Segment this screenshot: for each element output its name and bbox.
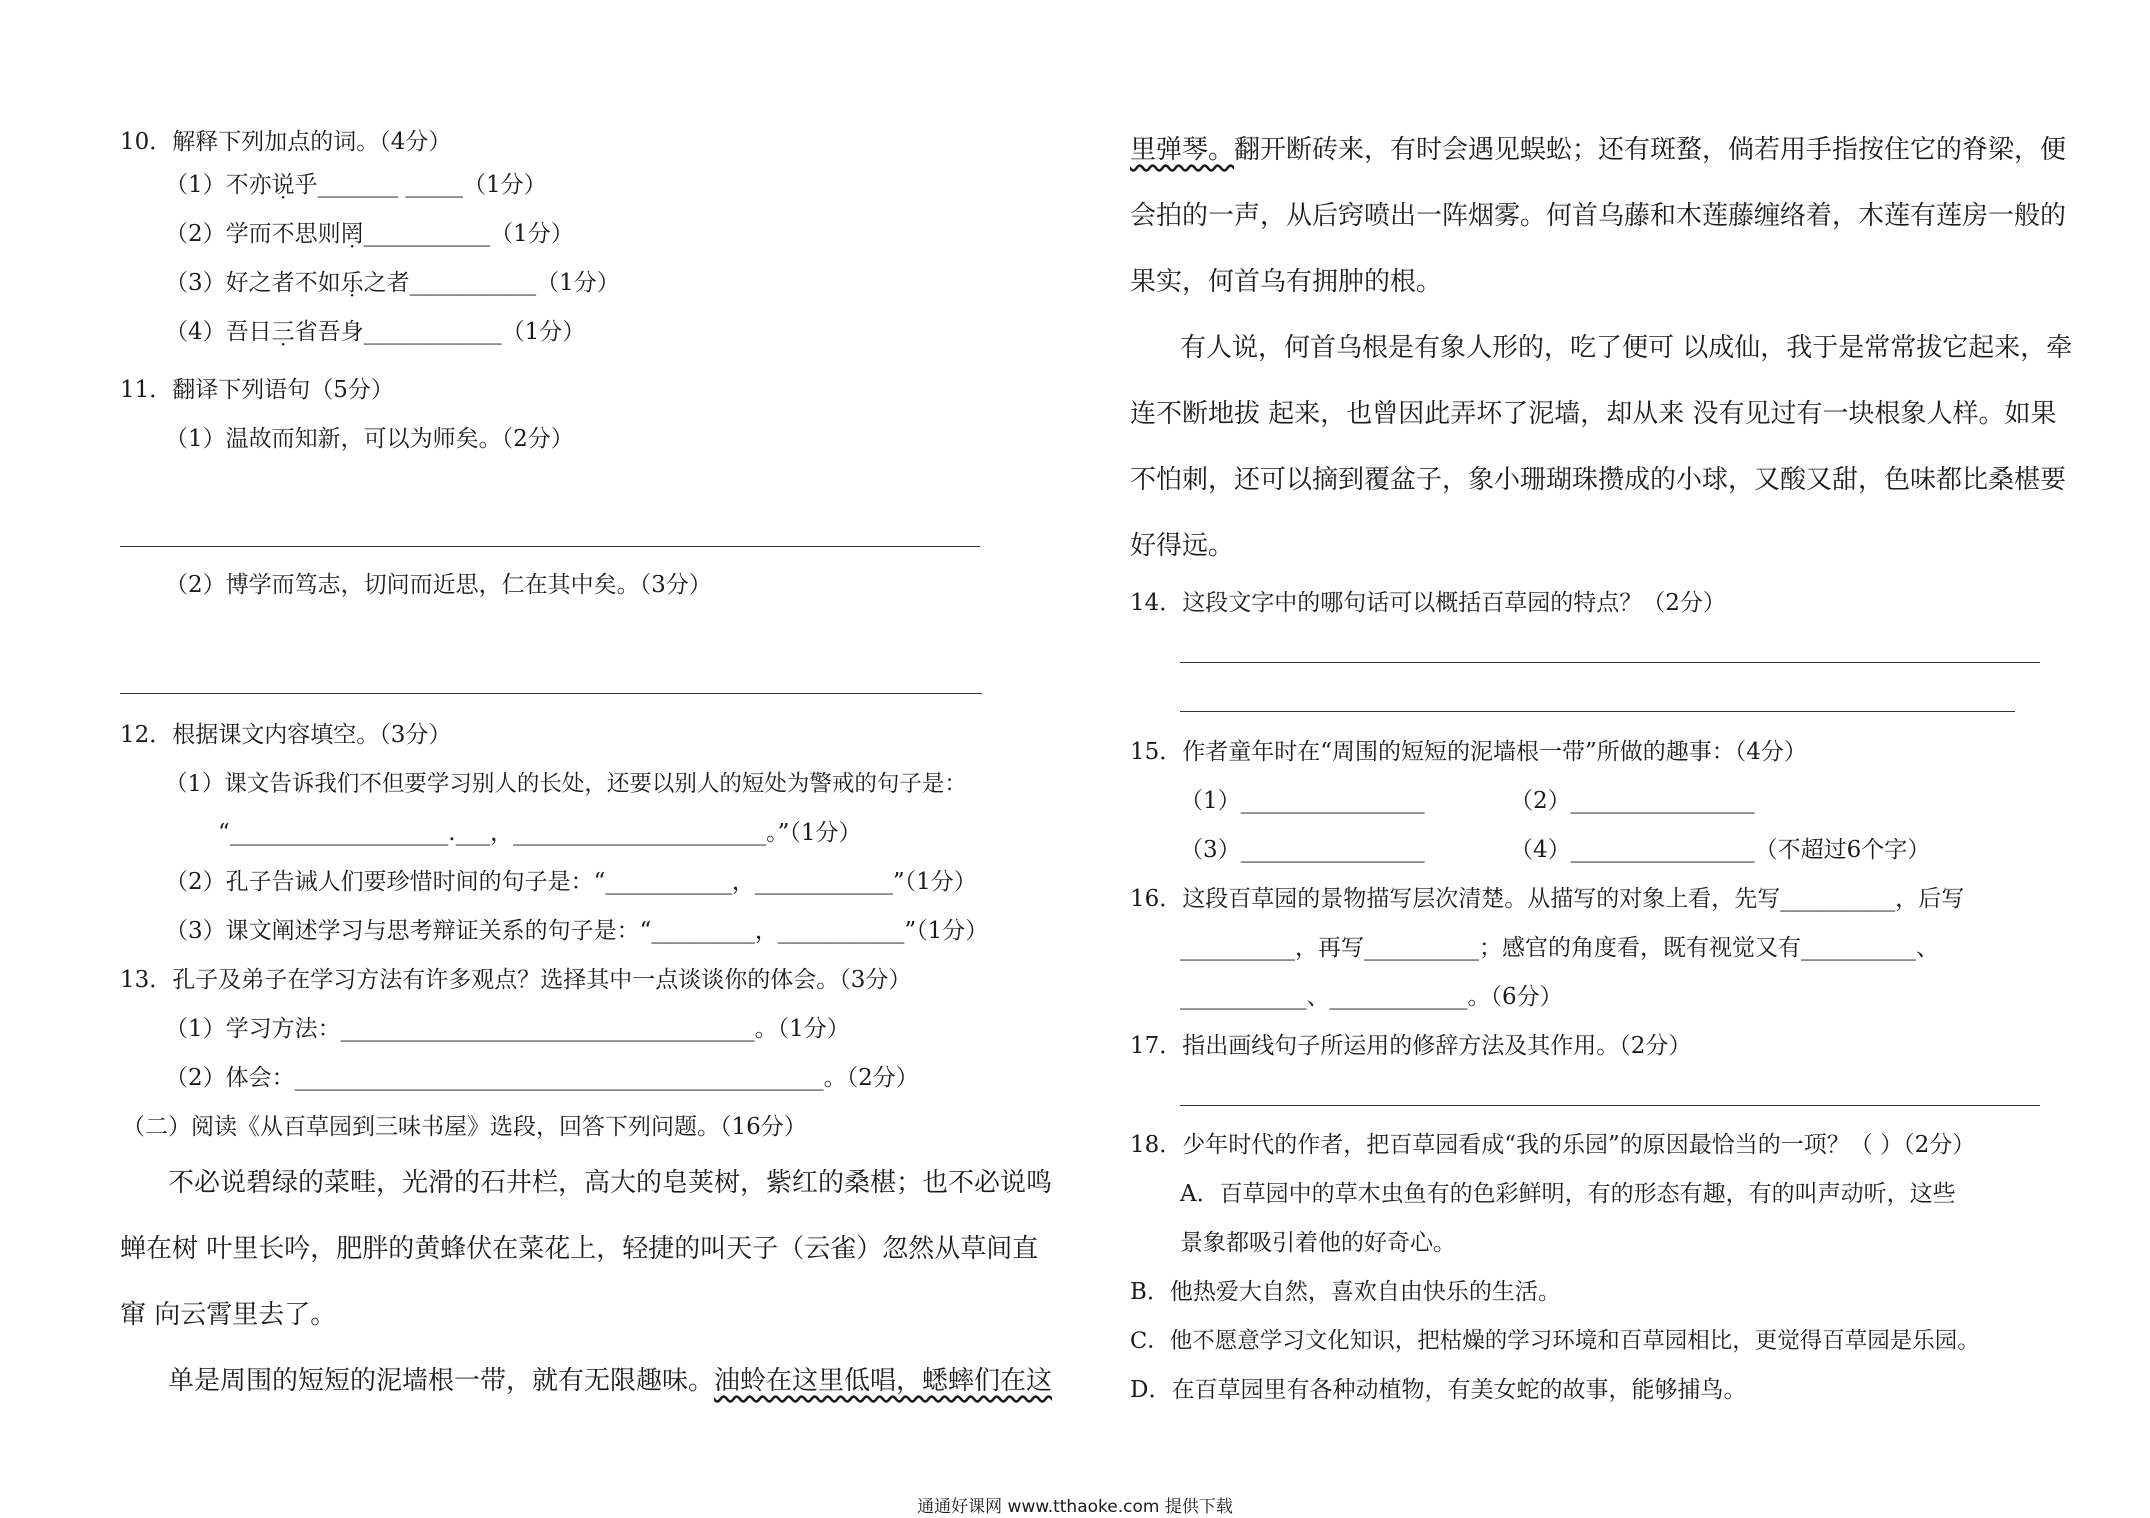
q10-item-1-dotted: 说: [271, 172, 295, 198]
q10-item-4-pre: （4）吾日: [165, 319, 272, 345]
q15-answer-3: （3）________________: [1180, 837, 1425, 863]
q15-answer-2: （2）________________: [1510, 788, 1755, 814]
answer-line: [1180, 1105, 2040, 1106]
passage-p2-line-1-cont: [1130, 133, 2066, 167]
passage-p2-plain-cont: 翻开断砖来，有时会遇见蜈蚣；还有斑蝥，倘若用手指按住它的脊梁，便: [1234, 135, 2067, 165]
q10-item-2-dotted: 罔: [340, 221, 364, 247]
passage-underlined-sentence-end: 里弹琴。: [1130, 135, 1235, 165]
q10-title: 10．解释下列加点的词。（4分）: [120, 129, 452, 155]
q12-title: 12．根据课文内容填空。（3分）: [120, 722, 452, 748]
q10-item-2: [165, 219, 574, 249]
q13-line-2: （2）体会：______________________________________________。（2分）: [165, 1065, 919, 1091]
q18-option-d: D．在百草园里有各种动植物，有美女蛇的故事，能够捕鸟。: [1130, 1377, 1747, 1403]
q16-line-1: 16．这段百草园的景物描写层次清楚。从描写的对象上看，先写__________，后写: [1130, 886, 1965, 912]
passage-p3-line-4: 好得远。: [1130, 531, 1235, 561]
q18-option-a-line-2: 景象都吸引着他的好奇心。: [1180, 1230, 1456, 1256]
q11-sentence-1: （1）温故而知新，可以为师矣。（2分）: [165, 426, 574, 452]
q15-answer-1: （1）________________: [1180, 788, 1425, 814]
q10-item-3-post: 之者___________（1分）: [363, 270, 620, 296]
answer-line: [1180, 711, 2015, 712]
q10-item-3-pre: （3）好之者不如: [165, 270, 341, 296]
q13-title: 13．孔子及弟子在学习方法有许多观点？选择其中一点谈谈你的体会。（3分）: [120, 967, 912, 993]
answer-line: [1180, 662, 2040, 663]
q10-item-3: [165, 268, 620, 298]
q11-sentence-2: （2）博学而笃志，切问而近思，仁在其中矣。（3分）: [165, 572, 712, 598]
passage-p3-line-1: 有人说，何首乌根是有象人形的，吃了便可 以成仙，我于是常常拔它起来，牵: [1180, 333, 2073, 363]
q18-option-b: B．他热爱大自然，喜欢自由快乐的生活。: [1130, 1279, 1561, 1305]
q12-line-2: “___________________.___，______________________。”（1分）: [218, 820, 862, 846]
q18-option-a-line-1: A．百草园中的草木虫鱼有的色彩鲜明，有的形态有趣，有的叫声动听，这些: [1180, 1181, 1956, 1207]
passage-p3-line-3: 不怕刺，还可以摘到覆盆子，象小珊瑚珠攒成的小球，又酸又甜，色味都比桑椹要: [1130, 465, 2067, 495]
q18-title: 18．少年时代的作者，把百草园看成“我的乐园”的原因最恰当的一项？（ ）（2分）: [1130, 1132, 1976, 1158]
q10-item-1-pre: （1）不亦: [165, 172, 272, 198]
q10-item-1: [165, 170, 547, 200]
q10-item-3-dotted: 乐: [340, 270, 364, 296]
q12-line-1: （1）课文告诉我们不但要学习别人的长处，还要以别人的短处为警戒的句子是：: [165, 771, 967, 797]
passage-p2-plain: 单是周围的短短的泥墙根一带，就有无限趣味。: [168, 1366, 715, 1396]
q10-item-2-pre: （2）学而不思则: [165, 221, 341, 247]
q10-item-4-post: 省吾身____________（1分）: [294, 319, 586, 345]
q14-title: 14．这段文字中的哪句话可以概括百草园的特点？（2分）: [1130, 590, 1726, 616]
passage-p1-line-3: 窜 向云霄里去了。: [120, 1300, 337, 1330]
q13-line-1: （1）学习方法：____________________________________。（1分）: [165, 1016, 850, 1042]
passage-p3-line-2: 连不断地拔 起来，也曾因此弄坏了泥墙，却从来 没有见过有一块根象人样。如果: [1130, 399, 2057, 429]
q12-line-4: （3）课文阐述学习与思考辩证关系的句子是：“_________，___________”（1分）: [165, 918, 989, 944]
q12-line-3: （2）孔子告诫人们要珍惜时间的句子是：“___________，____________”（1分）: [165, 869, 977, 895]
q11-title: 11．翻译下列语句（5分）: [120, 377, 394, 403]
q10-item-4-dotted: 三: [271, 319, 295, 345]
q17-title: 17．指出画线句子所运用的修辞方法及其作用。（2分）: [1130, 1033, 1692, 1059]
q10-item-1-post: 乎_______ _____（1分）: [294, 172, 547, 198]
passage-p2-line-2: 会拍的一声，从后窍喷出一阵烟雾。何首乌藤和木莲藤缠络着，木莲有莲房一般的: [1130, 201, 2067, 231]
answer-line: [120, 546, 980, 547]
q15-title: 15．作者童年时在“周围的短短的泥墙根一带”所做的趣事：（4分）: [1130, 739, 1807, 765]
passage-p1-line-1: 不必说碧绿的菜畦，光滑的石井栏，高大的皂荚树，紫红的桑椹；也不必说鸣: [168, 1168, 1053, 1198]
q10-item-2-post: ___________（1分）: [363, 221, 574, 247]
answer-line: [120, 693, 982, 694]
passage-p2-line-3: 果实，何首乌有拥肿的根。: [1130, 267, 1443, 297]
q16-line-3: ___________、____________。（6分）: [1180, 984, 1563, 1010]
q16-line-2: __________，再写__________；感官的角度看，既有视觉又有__________、: [1180, 935, 1939, 961]
q10-item-4: [165, 317, 585, 347]
passage-p2-line-1: [168, 1364, 1052, 1398]
q15-answer-4: （4）________________（不超过6个字）: [1510, 837, 1931, 863]
passage-underlined-sentence: 油蛉在这里低唱，蟋蟀们在这: [714, 1366, 1053, 1396]
page-footer: 通通好课网 www.tthaoke.com 提供下载: [917, 1497, 1233, 1517]
q18-option-c: C．他不愿意学习文化知识，把枯燥的学习环境和百草园相比，更觉得百草园是乐园。: [1130, 1328, 1980, 1354]
section-2-heading: （二）阅读《从百草园到三味书屋》选段，回答下列问题。（16分）: [122, 1114, 807, 1140]
passage-p1-line-2: 蝉在树 叶里长吟，肥胖的黄蜂伏在菜花上，轻捷的叫天子（云雀）忽然从草间直: [120, 1234, 1039, 1264]
